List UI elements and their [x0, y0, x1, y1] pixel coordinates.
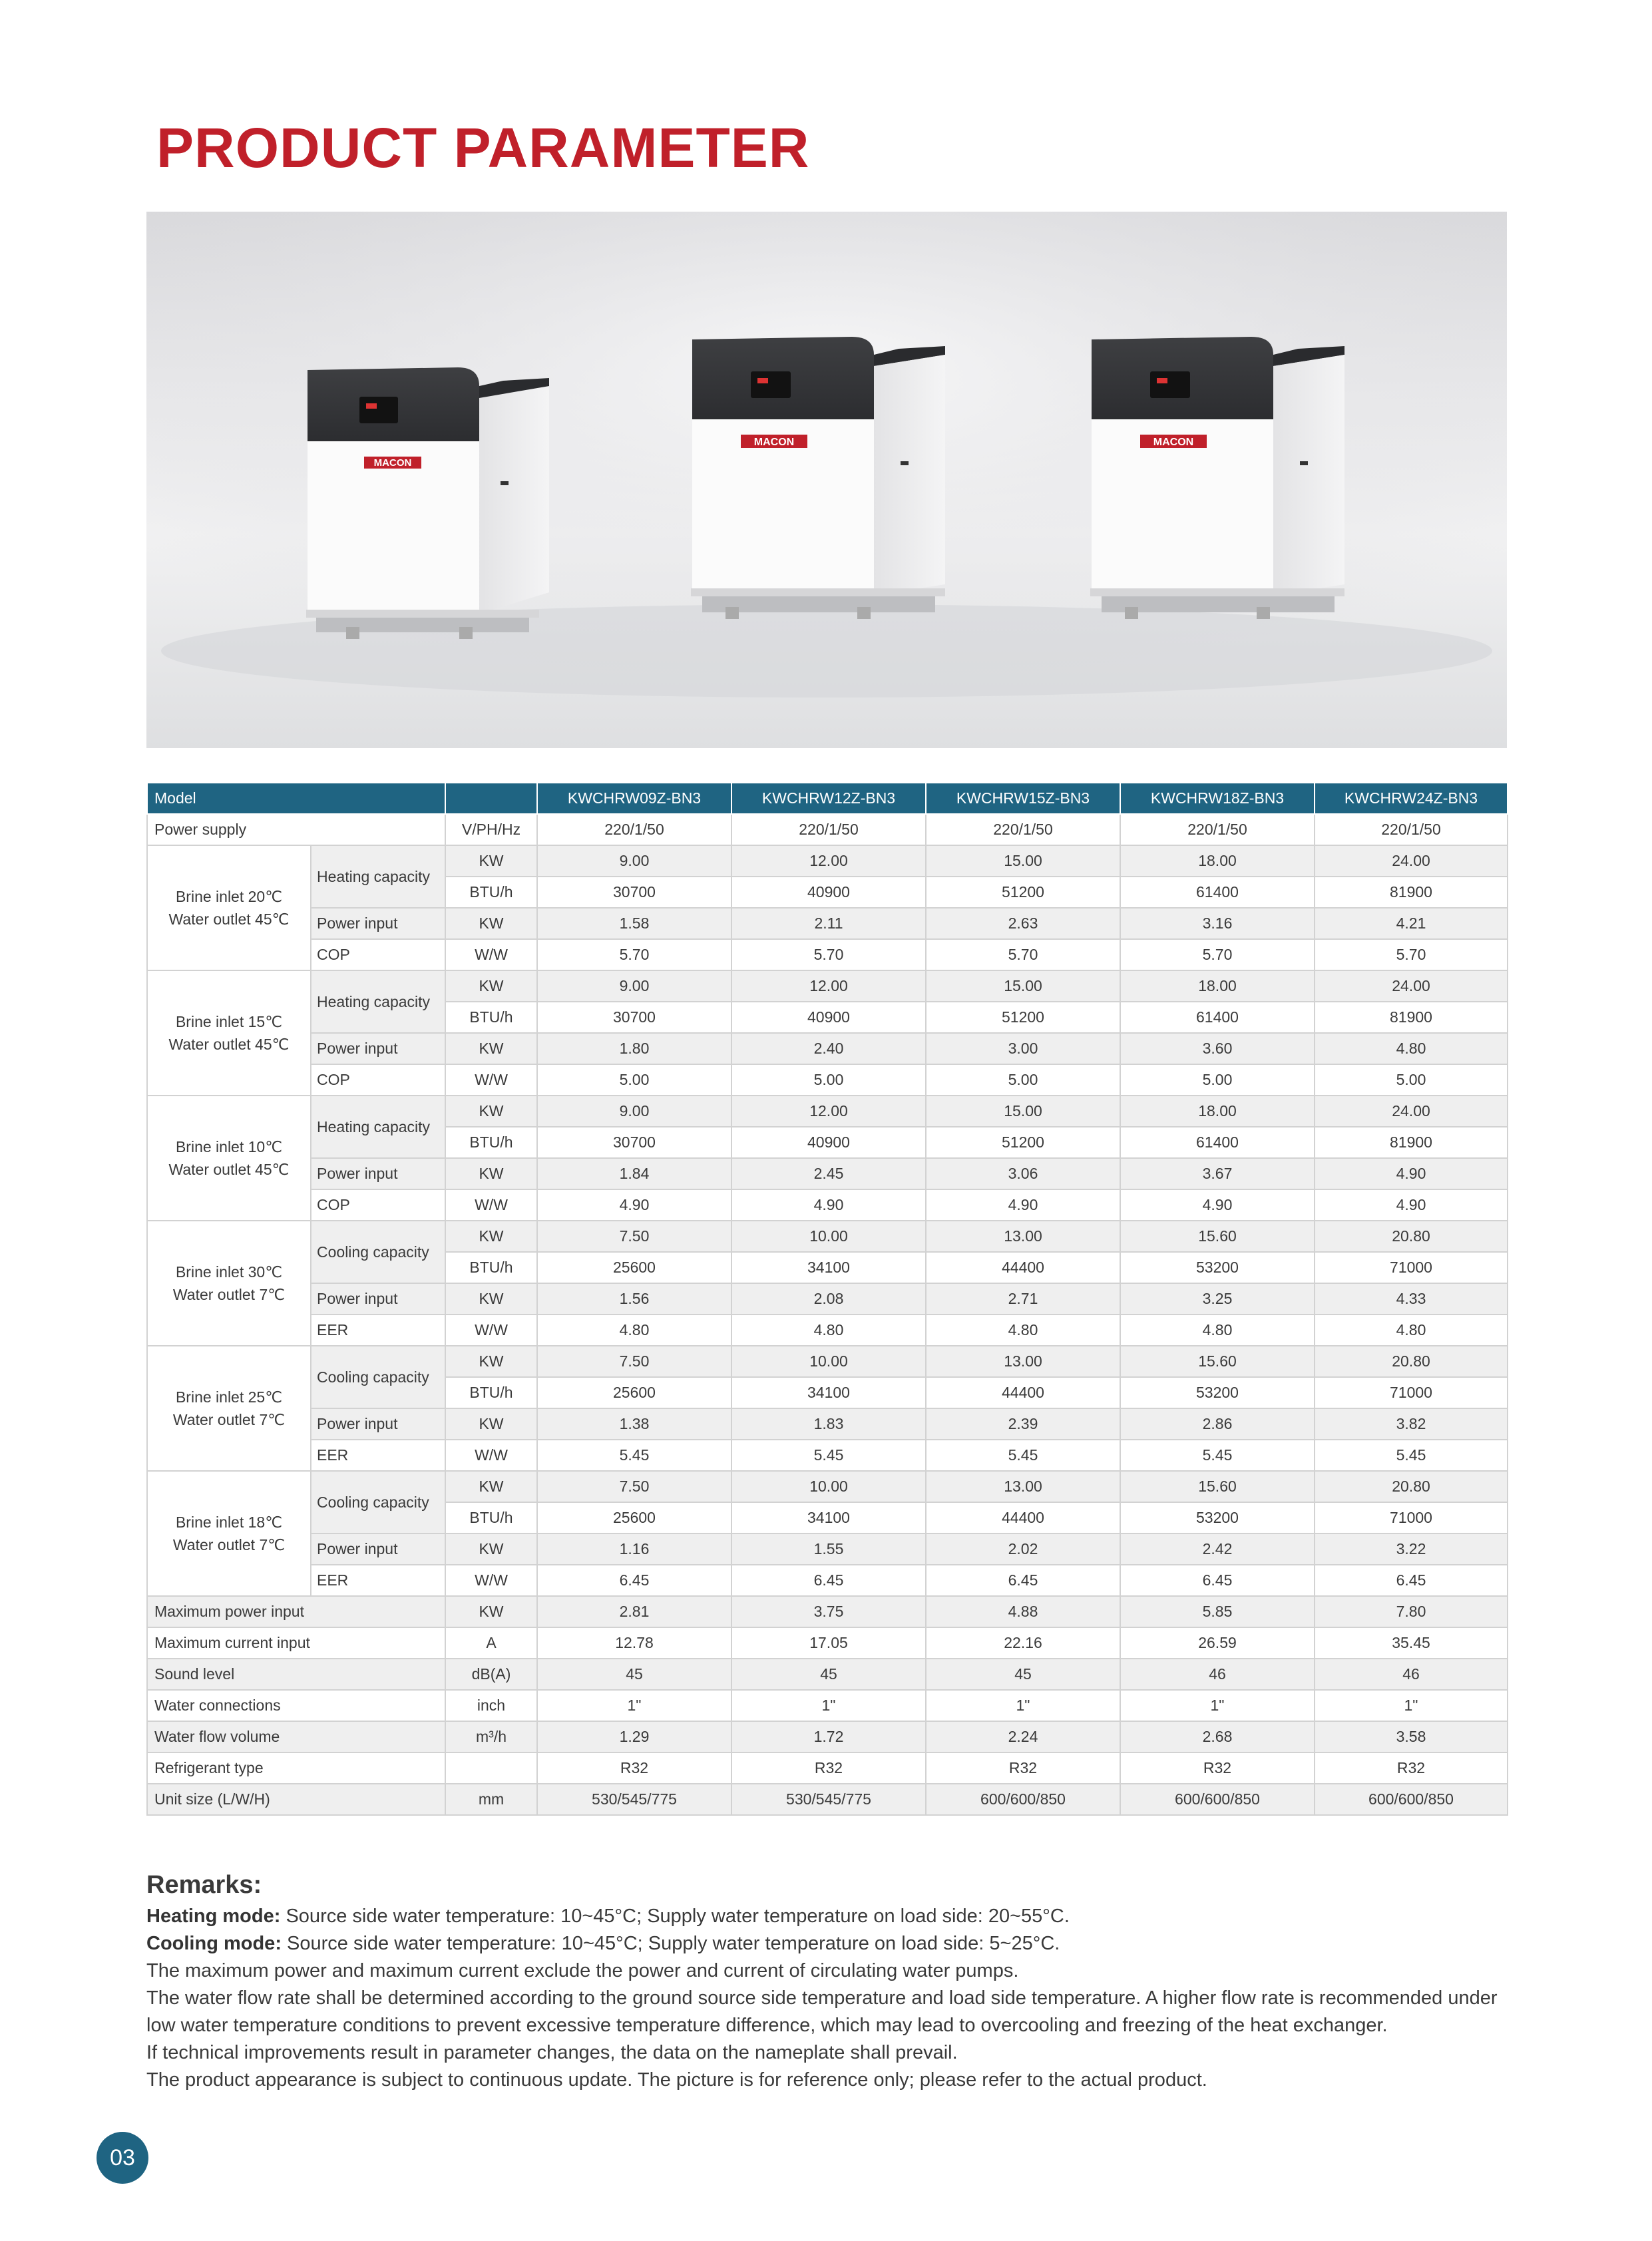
- value-cell: 4.80: [926, 1315, 1120, 1346]
- row-label: Maximum current input: [147, 1627, 445, 1659]
- value-cell: 2.11: [731, 908, 926, 939]
- table-row: [147, 939, 1508, 970]
- product-image: [146, 212, 1507, 748]
- unit-cell: A: [445, 1627, 537, 1659]
- condition-cell: [147, 1096, 311, 1221]
- value-cell: 1.80: [537, 1033, 731, 1064]
- value-cell: 5.00: [731, 1064, 926, 1096]
- value-cell: 40900: [731, 1127, 926, 1158]
- value-cell: 5.70: [1315, 939, 1508, 970]
- table-row: [147, 908, 1508, 939]
- parameter-cell: Power input: [311, 1158, 445, 1189]
- table-row: [147, 814, 1508, 845]
- cooling-mode-text: Source side water temperature: 10~45°C; Supply water temperature on load side: 5~25°C.: [281, 1933, 1060, 1954]
- value-cell: 46: [1315, 1659, 1508, 1690]
- table-row: [147, 1315, 1508, 1346]
- value-cell: 5.70: [537, 939, 731, 970]
- value-cell: 25600: [537, 1502, 731, 1533]
- header-cell-model-name: KWCHRW15Z-BN3: [926, 783, 1120, 814]
- value-cell: 1.38: [537, 1408, 731, 1440]
- value-cell: 12.00: [731, 1096, 926, 1127]
- unit-cell: KW: [445, 1596, 537, 1627]
- parameter-cell: Power input: [311, 1033, 445, 1064]
- value-cell: 3.60: [1120, 1033, 1315, 1064]
- unit-cell: KW: [445, 845, 537, 877]
- parameter-cell: EER: [311, 1440, 445, 1471]
- value-cell: 1.58: [537, 908, 731, 939]
- heating-mode-remark: [146, 1903, 1518, 1930]
- unit-cell: BTU/h: [445, 1502, 537, 1533]
- value-cell: R32: [731, 1752, 926, 1784]
- unit-cell: KW: [445, 1221, 537, 1252]
- value-cell: 34100: [731, 1377, 926, 1408]
- value-cell: 20.80: [1315, 1221, 1508, 1252]
- parameter-cell: EER: [311, 1315, 445, 1346]
- value-cell: 6.45: [926, 1565, 1120, 1596]
- parameter-cell: Power input: [311, 1533, 445, 1565]
- parameter-cell: Power input: [311, 1283, 445, 1315]
- condition-water-outlet: Water outlet 7℃: [172, 1536, 286, 1553]
- value-cell: 4.90: [1120, 1189, 1315, 1221]
- value-cell: 1.16: [537, 1533, 731, 1565]
- cooling-mode-label: Cooling mode:: [146, 1933, 282, 1954]
- value-cell: 30700: [537, 1002, 731, 1033]
- condition-cell: [147, 1346, 311, 1471]
- value-cell: 1": [926, 1690, 1120, 1721]
- svg-text:MACON: MACON: [753, 437, 795, 448]
- value-cell: 5.00: [1315, 1064, 1508, 1096]
- condition-brine-inlet: Brine inlet 25℃: [175, 1388, 283, 1406]
- unit-cell: KW: [445, 1033, 537, 1064]
- value-cell: 1.72: [731, 1721, 926, 1752]
- value-cell: 1.84: [537, 1158, 731, 1189]
- value-cell: 34100: [731, 1252, 926, 1283]
- value-cell: 40900: [731, 1002, 926, 1033]
- row-label: Water flow volume: [147, 1721, 445, 1752]
- value-cell: 18.00: [1120, 970, 1315, 1002]
- value-cell: 45: [926, 1659, 1120, 1690]
- table-row: [147, 1189, 1508, 1221]
- condition-cell: [147, 845, 311, 970]
- value-cell: 10.00: [731, 1346, 926, 1377]
- remarks-section: [146, 1872, 1518, 2094]
- value-cell: 20.80: [1315, 1346, 1508, 1377]
- value-cell: 5.70: [1120, 939, 1315, 970]
- unit-cell: dB(A): [445, 1659, 537, 1690]
- value-cell: 4.80: [537, 1315, 731, 1346]
- value-cell: 220/1/50: [1315, 814, 1508, 845]
- condition-cell: [147, 1471, 311, 1596]
- value-cell: 15.00: [926, 970, 1120, 1002]
- value-cell: 1.56: [537, 1283, 731, 1315]
- unit-cell: BTU/h: [445, 877, 537, 908]
- value-cell: 1.83: [731, 1408, 926, 1440]
- parameter-cell: Heating capacity: [311, 970, 445, 1033]
- svg-text:MACON: MACON: [373, 457, 412, 469]
- value-cell: 9.00: [537, 845, 731, 877]
- unit-cell: KW: [445, 970, 537, 1002]
- parameter-cell: Power input: [311, 908, 445, 939]
- unit-cell: W/W: [445, 1565, 537, 1596]
- value-cell: 4.90: [926, 1189, 1120, 1221]
- value-cell: 12.00: [731, 970, 926, 1002]
- unit-cell: BTU/h: [445, 1377, 537, 1408]
- value-cell: 51200: [926, 1127, 1120, 1158]
- value-cell: 51200: [926, 1002, 1120, 1033]
- unit-3: [1090, 337, 1344, 619]
- value-cell: 15.60: [1120, 1346, 1315, 1377]
- remark-line: The product appearance is subject to continuous update. The picture is for reference only; please refer to the actual product.: [146, 2069, 1207, 2091]
- page-title: PRODUCT PARAMETER: [156, 116, 810, 179]
- value-cell: R32: [926, 1752, 1120, 1784]
- header-cell-model: Model: [147, 783, 445, 814]
- value-cell: 12.00: [731, 845, 926, 877]
- condition-brine-inlet: Brine inlet 18℃: [175, 1513, 283, 1531]
- value-cell: 600/600/850: [1120, 1784, 1315, 1815]
- table-row: [147, 1471, 1508, 1502]
- value-cell: 7.80: [1315, 1596, 1508, 1627]
- value-cell: 45: [537, 1659, 731, 1690]
- unit-cell: BTU/h: [445, 1002, 537, 1033]
- table-row: [147, 970, 1508, 1002]
- value-cell: 5.45: [1120, 1440, 1315, 1471]
- table-row: [147, 1408, 1508, 1440]
- value-cell: 1": [537, 1690, 731, 1721]
- table-row: [147, 1158, 1508, 1189]
- value-cell: 18.00: [1120, 1096, 1315, 1127]
- unit-cell: V/PH/Hz: [445, 814, 537, 845]
- value-cell: 220/1/50: [926, 814, 1120, 845]
- value-cell: 40900: [731, 877, 926, 908]
- value-cell: 2.24: [926, 1721, 1120, 1752]
- value-cell: 7.50: [537, 1471, 731, 1502]
- condition-water-outlet: Water outlet 7℃: [172, 1411, 286, 1428]
- value-cell: 600/600/850: [926, 1784, 1120, 1815]
- parameter-cell: COP: [311, 939, 445, 970]
- condition-water-outlet: Water outlet 45℃: [168, 911, 290, 928]
- table-row: [147, 1346, 1508, 1377]
- value-cell: 81900: [1315, 877, 1508, 908]
- value-cell: 3.22: [1315, 1533, 1508, 1565]
- value-cell: 5.00: [537, 1064, 731, 1096]
- value-cell: 600/600/850: [1315, 1784, 1508, 1815]
- value-cell: 17.05: [731, 1627, 926, 1659]
- value-cell: 81900: [1315, 1002, 1508, 1033]
- unit-cell: m³/h: [445, 1721, 537, 1752]
- remark-line: The water flow rate shall be determined according to the ground source side temperature and load side temperature. A higher flow rate is recommended under low water temperature conditions to prevent excessive temperature difference, which may lead to overcooling and freezing of the heat exchanger.: [146, 1987, 1498, 2036]
- value-cell: 3.58: [1315, 1721, 1508, 1752]
- condition-cell: [147, 1221, 311, 1346]
- unit-cell: W/W: [445, 939, 537, 970]
- header-cell-model-name: KWCHRW09Z-BN3: [537, 783, 731, 814]
- value-cell: 44400: [926, 1377, 1120, 1408]
- value-cell: 34100: [731, 1502, 926, 1533]
- table-header: [147, 783, 1508, 814]
- parameter-cell: Heating capacity: [311, 845, 445, 908]
- row-label: Water connections: [147, 1690, 445, 1721]
- row-label: Sound level: [147, 1659, 445, 1690]
- value-cell: 4.80: [1120, 1315, 1315, 1346]
- parameter-cell: COP: [311, 1189, 445, 1221]
- unit-cell: KW: [445, 1533, 537, 1565]
- product-parameter-table: [146, 782, 1508, 1816]
- value-cell: 53200: [1120, 1377, 1315, 1408]
- value-cell: 1.29: [537, 1721, 731, 1752]
- value-cell: 2.81: [537, 1596, 731, 1627]
- value-cell: 24.00: [1315, 845, 1508, 877]
- condition-brine-inlet: Brine inlet 20℃: [175, 887, 283, 905]
- value-cell: 5.70: [731, 939, 926, 970]
- table-row: [147, 1283, 1508, 1315]
- unit-cell: inch: [445, 1690, 537, 1721]
- value-cell: 2.02: [926, 1533, 1120, 1565]
- page-number-badge: 03: [97, 2132, 148, 2184]
- value-cell: 53200: [1120, 1252, 1315, 1283]
- remarks-heading: Remarks:: [146, 1871, 262, 1899]
- table-row: [147, 1096, 1508, 1127]
- condition-water-outlet: Water outlet 45℃: [168, 1161, 290, 1178]
- value-cell: 5.00: [926, 1064, 1120, 1096]
- table-row: [147, 1627, 1508, 1659]
- table-row: [147, 845, 1508, 877]
- value-cell: 4.33: [1315, 1283, 1508, 1315]
- value-cell: 1": [1120, 1690, 1315, 1721]
- value-cell: 15.00: [926, 1096, 1120, 1127]
- value-cell: 4.80: [1315, 1315, 1508, 1346]
- value-cell: 13.00: [926, 1221, 1120, 1252]
- parameter-cell: Cooling capacity: [311, 1471, 445, 1533]
- value-cell: 5.45: [926, 1440, 1120, 1471]
- heating-mode-label: Heating mode:: [146, 1906, 281, 1927]
- value-cell: 13.00: [926, 1471, 1120, 1502]
- unit-cell: KW: [445, 1471, 537, 1502]
- value-cell: 6.45: [537, 1565, 731, 1596]
- parameter-cell: Heating capacity: [311, 1096, 445, 1158]
- unit-cell: KW: [445, 1096, 537, 1127]
- table-row: [147, 1565, 1508, 1596]
- value-cell: 46: [1120, 1659, 1315, 1690]
- value-cell: 24.00: [1315, 1096, 1508, 1127]
- value-cell: 10.00: [731, 1221, 926, 1252]
- remark-line: If technical improvements result in parameter changes, the data on the nameplate shall prevail.: [146, 2042, 958, 2063]
- header-row: [147, 783, 1508, 814]
- parameter-cell: Power input: [311, 1408, 445, 1440]
- value-cell: 5.45: [731, 1440, 926, 1471]
- value-cell: 5.85: [1120, 1596, 1315, 1627]
- unit-cell: W/W: [445, 1440, 537, 1471]
- unit-cell: KW: [445, 1283, 537, 1315]
- value-cell: 6.45: [731, 1565, 926, 1596]
- table-row: [147, 1784, 1508, 1815]
- value-cell: R32: [537, 1752, 731, 1784]
- value-cell: 4.21: [1315, 908, 1508, 939]
- unit-cell: [445, 1752, 537, 1784]
- parameter-cell: Cooling capacity: [311, 1346, 445, 1408]
- value-cell: 18.00: [1120, 845, 1315, 877]
- value-cell: 15.60: [1120, 1221, 1315, 1252]
- value-cell: 3.16: [1120, 908, 1315, 939]
- value-cell: 51200: [926, 877, 1120, 908]
- value-cell: 4.90: [537, 1189, 731, 1221]
- value-cell: 25600: [537, 1377, 731, 1408]
- table-row: [147, 1533, 1508, 1565]
- value-cell: 2.08: [731, 1283, 926, 1315]
- value-cell: 53200: [1120, 1502, 1315, 1533]
- value-cell: 44400: [926, 1502, 1120, 1533]
- unit-cell: W/W: [445, 1064, 537, 1096]
- value-cell: 2.71: [926, 1283, 1120, 1315]
- value-cell: 10.00: [731, 1471, 926, 1502]
- value-cell: 7.50: [537, 1221, 731, 1252]
- row-label: Maximum power input: [147, 1596, 445, 1627]
- value-cell: 2.86: [1120, 1408, 1315, 1440]
- value-cell: 2.42: [1120, 1533, 1315, 1565]
- header-cell-unit: [445, 783, 537, 814]
- value-cell: 1.55: [731, 1533, 926, 1565]
- table-row: [147, 1659, 1508, 1690]
- table-row: [147, 1440, 1508, 1471]
- parameter-cell: Cooling capacity: [311, 1221, 445, 1283]
- value-cell: 2.45: [731, 1158, 926, 1189]
- table-row: [147, 1596, 1508, 1627]
- value-cell: 2.68: [1120, 1721, 1315, 1752]
- value-cell: 20.80: [1315, 1471, 1508, 1502]
- value-cell: 25600: [537, 1252, 731, 1283]
- table-body: [147, 814, 1508, 1815]
- table-row: [147, 1690, 1508, 1721]
- value-cell: 12.78: [537, 1627, 731, 1659]
- unit-cell: KW: [445, 1408, 537, 1440]
- unit-cell: KW: [445, 908, 537, 939]
- value-cell: 9.00: [537, 970, 731, 1002]
- value-cell: 5.45: [537, 1440, 731, 1471]
- value-cell: 4.90: [1315, 1158, 1508, 1189]
- table-row: [147, 1721, 1508, 1752]
- value-cell: 30700: [537, 877, 731, 908]
- cooling-mode-remark: [146, 1930, 1518, 1957]
- value-cell: 15.60: [1120, 1471, 1315, 1502]
- value-cell: 220/1/50: [731, 814, 926, 845]
- value-cell: 26.59: [1120, 1627, 1315, 1659]
- value-cell: 1": [731, 1690, 926, 1721]
- value-cell: 220/1/50: [537, 814, 731, 845]
- row-label: Unit size (L/W/H): [147, 1784, 445, 1815]
- svg-text:MACON: MACON: [1153, 437, 1194, 448]
- condition-water-outlet: Water outlet 45℃: [168, 1036, 290, 1053]
- value-cell: 44400: [926, 1252, 1120, 1283]
- header-cell-model-name: KWCHRW24Z-BN3: [1315, 783, 1508, 814]
- row-label: Power supply: [147, 814, 445, 845]
- value-cell: 4.80: [731, 1315, 926, 1346]
- unit-cell: KW: [445, 1346, 537, 1377]
- value-cell: 5.00: [1120, 1064, 1315, 1096]
- unit-2: [691, 337, 945, 619]
- row-label: Refrigerant type: [147, 1752, 445, 1784]
- value-cell: 30700: [537, 1127, 731, 1158]
- value-cell: 71000: [1315, 1502, 1508, 1533]
- value-cell: 5.45: [1315, 1440, 1508, 1471]
- value-cell: 4.88: [926, 1596, 1120, 1627]
- value-cell: 530/545/775: [537, 1784, 731, 1815]
- table-row: [147, 1221, 1508, 1252]
- value-cell: 61400: [1120, 1002, 1315, 1033]
- value-cell: 35.45: [1315, 1627, 1508, 1659]
- table-row: [147, 1064, 1508, 1096]
- condition-cell: [147, 970, 311, 1096]
- unit-1: [306, 367, 549, 639]
- value-cell: 4.90: [1315, 1189, 1508, 1221]
- header-cell-model-name: KWCHRW12Z-BN3: [731, 783, 926, 814]
- value-cell: 2.63: [926, 908, 1120, 939]
- remark-line: The maximum power and maximum current exclude the power and current of circulating water pumps.: [146, 1960, 1019, 1981]
- value-cell: 3.06: [926, 1158, 1120, 1189]
- value-cell: R32: [1120, 1752, 1315, 1784]
- value-cell: R32: [1315, 1752, 1508, 1784]
- condition-brine-inlet: Brine inlet 15℃: [175, 1012, 283, 1030]
- value-cell: 45: [731, 1659, 926, 1690]
- unit-cell: BTU/h: [445, 1252, 537, 1283]
- value-cell: 6.45: [1120, 1565, 1315, 1596]
- value-cell: 3.25: [1120, 1283, 1315, 1315]
- header-cell-model-name: KWCHRW18Z-BN3: [1120, 783, 1315, 814]
- table-row: [147, 1752, 1508, 1784]
- unit-cell: BTU/h: [445, 1127, 537, 1158]
- value-cell: 1": [1315, 1690, 1508, 1721]
- table-row: [147, 1033, 1508, 1064]
- value-cell: 3.00: [926, 1033, 1120, 1064]
- value-cell: 220/1/50: [1120, 814, 1315, 845]
- unit-cell: W/W: [445, 1315, 537, 1346]
- condition-brine-inlet: Brine inlet 10℃: [175, 1137, 283, 1155]
- value-cell: 4.90: [731, 1189, 926, 1221]
- value-cell: 2.40: [731, 1033, 926, 1064]
- parameter-cell: COP: [311, 1064, 445, 1096]
- parameter-cell: EER: [311, 1565, 445, 1596]
- value-cell: 61400: [1120, 877, 1315, 908]
- value-cell: 15.00: [926, 845, 1120, 877]
- value-cell: 6.45: [1315, 1565, 1508, 1596]
- value-cell: 13.00: [926, 1346, 1120, 1377]
- unit-cell: KW: [445, 1158, 537, 1189]
- unit-cell: mm: [445, 1784, 537, 1815]
- value-cell: 71000: [1315, 1252, 1508, 1283]
- value-cell: 2.39: [926, 1408, 1120, 1440]
- condition-brine-inlet: Brine inlet 30℃: [175, 1263, 283, 1281]
- value-cell: 3.75: [731, 1596, 926, 1627]
- heating-mode-text: Source side water temperature: 10~45°C; Supply water temperature on load side: 20~55°C.: [280, 1906, 1070, 1927]
- value-cell: 61400: [1120, 1127, 1315, 1158]
- value-cell: 7.50: [537, 1346, 731, 1377]
- condition-water-outlet: Water outlet 7℃: [172, 1286, 286, 1303]
- value-cell: 3.82: [1315, 1408, 1508, 1440]
- value-cell: 4.80: [1315, 1033, 1508, 1064]
- value-cell: 24.00: [1315, 970, 1508, 1002]
- value-cell: 9.00: [537, 1096, 731, 1127]
- value-cell: 5.70: [926, 939, 1120, 970]
- value-cell: 3.67: [1120, 1158, 1315, 1189]
- unit-cell: W/W: [445, 1189, 537, 1221]
- value-cell: 71000: [1315, 1377, 1508, 1408]
- value-cell: 81900: [1315, 1127, 1508, 1158]
- value-cell: 22.16: [926, 1627, 1120, 1659]
- value-cell: 530/545/775: [731, 1784, 926, 1815]
- heat-pump-units-illustration: [146, 212, 1507, 748]
